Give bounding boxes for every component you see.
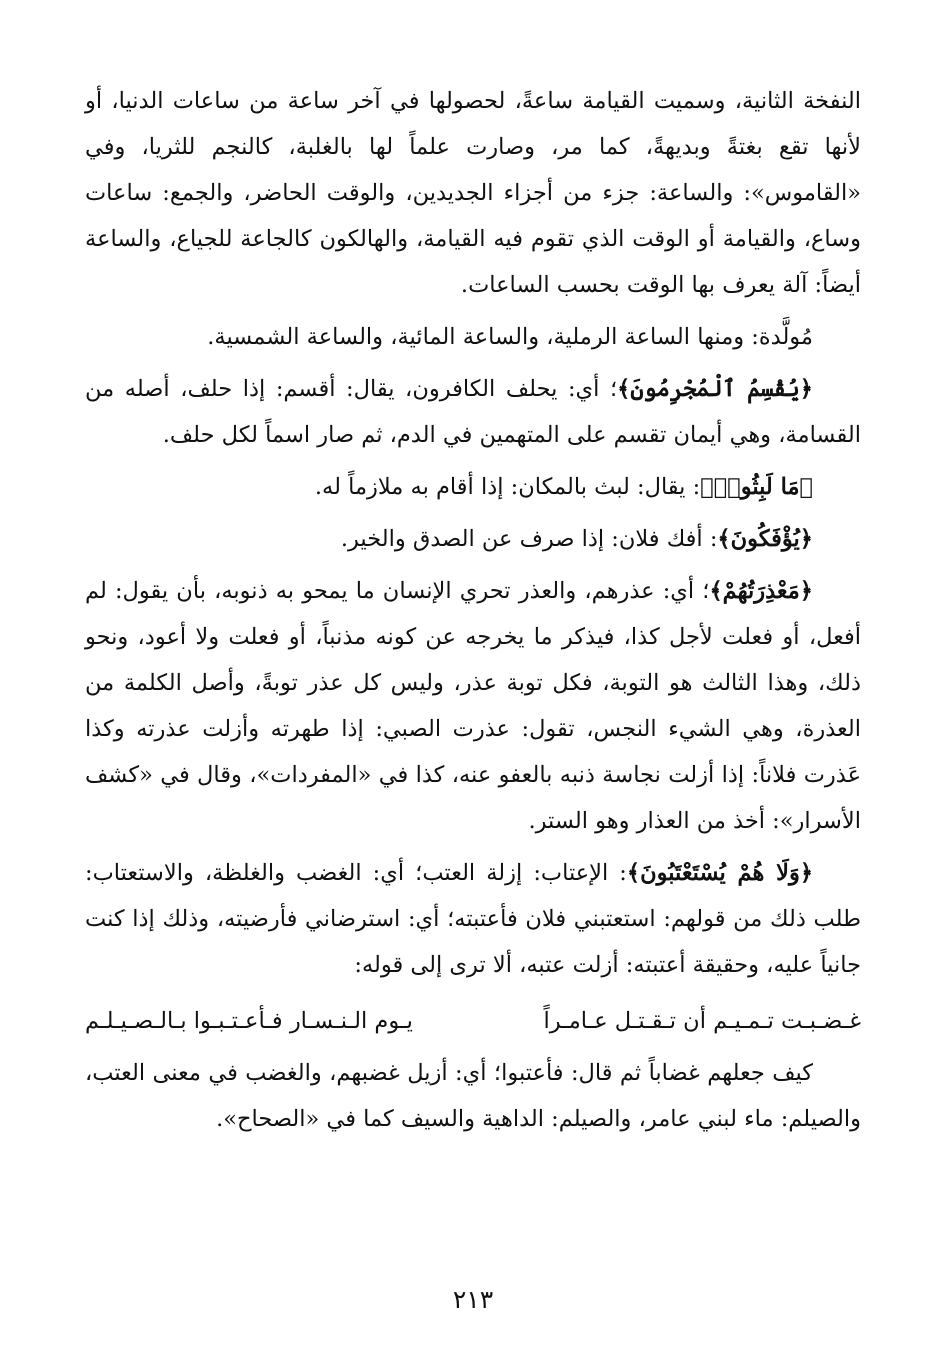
quran-term-ma-dhiratuhum: ﴿مَعْذِرَتُهُمْ﴾ — [709, 578, 813, 604]
paragraph-labithu — [85, 464, 861, 510]
explanation-labithu: : يقال: لبث بالمكان: إذا أقام به ملازماً له. — [314, 474, 701, 500]
page-number: ٢١٣ — [452, 1285, 494, 1314]
paragraph-yuqsimu — [85, 366, 861, 458]
poem-second-hemistich: يـوم الـنـسـار فـأعـتـبـوا بـالـصـيـلـم — [85, 1008, 413, 1034]
quran-term-yusta-tabun: ﴿وَلَا هُمْ يُسْتَعْتَبُونَ﴾ — [626, 860, 814, 886]
paragraph-muwallada: مُولَّدة: ومنها الساعة الرملية، والساعة المائية، والساعة الشمسية. — [207, 324, 813, 350]
paragraph-yufakun — [85, 516, 861, 562]
paragraph-yusta-tabun — [85, 850, 861, 988]
explanation-ma-dhiratuhum: ؛ أي: عذرهم، والعذر تحري الإنسان ما يمحو به ذنوبه، بأن يقول: لم أفعل، أو فعلت لأجل كذا، فيذكر ما يخرجه عن كونه مذنباً، أو فعلت ولا أعود، ونحو ذلك، وهذا الثالث هو التوبة، فكل توبة عذر، وليس كل عذر توبةً، وأصل الكلمة من العذرة، وهي الشيء النجس، تقول: عذرت الصبي: إذا طهرته وأزلت عذرته وكذا عَذرت فلاناً: إذا أزلت نجاسة ذنبه بالعفو عنه، كذا في «المفردات»، وقال في «كشف الأسرار»: أخذ من العذار وهو الستر. — [85, 578, 861, 834]
quran-term-labithu: ﴿مَا لَبِثُوا۟﴾ — [700, 474, 813, 500]
quran-term-yuqsimu: ﴿يُقْسِمُ ٱلْمُجْرِمُونَ﴾ — [617, 376, 813, 402]
page-text-block — [85, 78, 861, 1142]
explanation-yufakun: : أفك فلان: إذا صرف عن الصدق والخير. — [340, 526, 718, 552]
poem-verse — [85, 998, 861, 1044]
explanation-yuqsimu: ؛ أي: يحلف الكافرون، يقال: أقسم: إذا حلف، أصله من القسامة، وهي أيمان تقسم على المتهمين في الدم، ثم صار اسماً لكل حلف. — [85, 376, 861, 448]
quran-term-yufakun: ﴿يُؤْفَكُونَ﴾ — [717, 526, 813, 552]
explanation-yusta-tabun: : الإعتاب: إزلة العتب؛ أي: الغضب والغلظة، والاستعتاب: طلب ذلك من قولهم: استعتبني فلان فأعتبته؛ أي: استرضاني فأرضيته، وذلك إذا كنت جانياً عليه، وحقيقة أعتبته: أزلت عتبه، ألا ترى إلى قوله: — [85, 860, 861, 978]
paragraph-poem-explanation: كيف جعلهم غضاباً ثم قال: فأعتبوا؛ أي: أزيل غضبهم، والغضب في معنى العتب، والصيلم: ماء لبني عامر، والصيلم: الداهية والسيف كما في «الصحاح». — [85, 1060, 861, 1132]
paragraph-ma-dhiratuhum — [85, 568, 861, 844]
paragraph-sa-ah-definition: النفخة الثانية، وسميت القيامة ساعةً، لحصولها في آخر ساعة من ساعات الدنيا، أو لأنها تقع بغتةً وبديهةً، كما مر، وصارت علماً لها بالغلبة، كالنجم للثريا، وفي «القاموس»: والساعة: جزء من أجزاء الجديدين، والوقت الحاضر، والجمع: ساعات وساع، والقيامة أو الوقت الذي تقوم فيه القيامة، والهالكون كالجاعة للجياع، والساعة أيضاً: آلة يعرف بها الوقت بحسب الساعات. — [85, 88, 862, 298]
poem-first-hemistich: غـضـبـت تـمـيـم أن تـقـتـل عـامـراً — [543, 1008, 861, 1034]
